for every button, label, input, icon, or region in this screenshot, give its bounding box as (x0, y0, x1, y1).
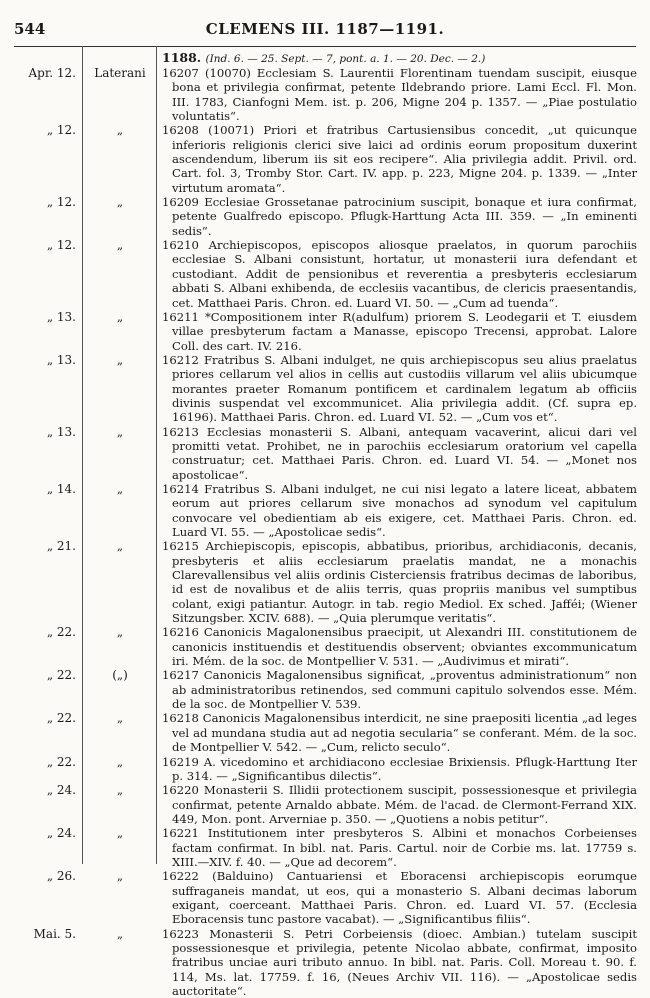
entry-date (14, 869, 76, 883)
entry-place: „ (116, 625, 124, 640)
entry-date (14, 482, 76, 496)
entry-row (14, 755, 639, 784)
entry-text: 16213 Ecclesias monasterii S. Albani, antequam vacaverint, alicui dari vel promitti vetat. Prohibet, ne in parochiis ecclesiarum oratorium vel capella construatur; cet. Matthaei Paris. Chron. ed. Luard VI. 54. — „Monet nos apostolicae“. (162, 424, 637, 482)
entry-date (14, 66, 76, 80)
indiction-label: (Ind. 6. — 25. Sept. — 7, pont. a. 1. — 20. Dec. — 2.) (205, 53, 486, 65)
entry-row (14, 625, 639, 668)
entry-day: 5. (64, 926, 76, 941)
entry-day: 26. (56, 869, 76, 884)
entry-place: „ (116, 352, 124, 367)
entry-month: „ (46, 869, 54, 884)
entry-row (14, 195, 639, 238)
entry-row (14, 123, 639, 195)
entry-text: 16210 Archiepiscopos, episcopos aliosque praelatos, in quorum parochiis ecclesiae S. Albani consistunt, hortatur, ut monasterii iura defendant et custodiant. Addit de pensionibus et reverentia a presbyteris ecclesiarum abbati S. Albani exhibenda, de ecclesiis vacantibus, de clericis praesentandis, cet. Matthaei Paris. Chron. ed. Luard VI. 50. — „Cum ad tuenda“. (162, 238, 637, 310)
entry-place: „ (116, 783, 124, 798)
entry-date (14, 783, 76, 797)
page-number: 544 (14, 20, 46, 38)
header-rule (14, 46, 636, 47)
entry-date (14, 668, 76, 682)
entry-month: „ (46, 754, 54, 769)
entry-day: 22. (56, 711, 76, 726)
entry-date (14, 539, 76, 553)
entry-day: 14. (56, 481, 76, 496)
page-header (14, 20, 636, 42)
entry-day: 24. (56, 783, 76, 798)
entry-text: 16207 (10070) Ecclesiam S. Laurentii Florentinam tuendam suscipit, eiusque bona et privilegia confirmat, petente Ildebrando priore. Lami Eccl. Fl. Mon. III. 1783, Cianfogni Mem. ist. p. 206, Migne 204 p. 1357. — „Piae postulatio voluntatis“. (162, 66, 637, 124)
year-heading-row (14, 49, 639, 66)
entry-day: 13. (56, 352, 76, 367)
entry-row (14, 711, 639, 754)
entry-month: „ (46, 711, 54, 726)
entry-month: „ (46, 352, 54, 367)
entry-row (14, 425, 639, 482)
entry-place: „ (116, 926, 124, 941)
entry-month: „ (46, 309, 54, 324)
entry-month: „ (46, 539, 54, 554)
entry-place: („) (112, 668, 128, 683)
entry-date (14, 238, 76, 252)
entry-text: 16212 Fratribus S. Albani indulget, ne quis archiepiscopus seu alius praelatus priores cellarum vel alios in cellis aut custodiis villarum vel aliis ubicumque morantes praeter Romanum pontificem et cardinalem legatum ab officiis divinis suspendat vel excommunicet. Alia privilegia addit. (Cf. supra ep. 16196). Matthaei Paris. Chron. ed. Luard VI. 52. — „Cum vos et“. (162, 352, 637, 425)
entry-day: 22. (56, 668, 76, 683)
entry-month: „ (46, 783, 54, 798)
entry-row (14, 668, 639, 711)
entry-date (14, 310, 76, 324)
entry-text: 16214 Fratribus S. Albani indulget, ne cui nisi legato a latere liceat, abbatem eorum aut priores cellarum sive monachos ad synodum vel capitulum convocare vel obedientiam ab eis exigere, cet. Matthaei Paris. Chron. ed. Luard VI. 55. — „Apostolicae sedis“. (162, 481, 637, 539)
entry-place: „ (116, 123, 124, 138)
entry-place: „ (116, 711, 124, 726)
entry-text: 16215 Archiepiscopis, episcopis, abbatibus, prioribus, archidiaconis, decanis, presbyteris et aliis ecclesiarum praelatis mandat, ne a monachis Clarevallensibus vel aliis ordinis Cisterciensis fratribus decimas de laboribus, id est de novalibus et de aliis terris, quas propriis manibus vel sumptibus colant, exigi patiantur. Autogr. in tab. regio Mediol. Ex sched. Jafféi; (Wiener Sitzungsber. XCIV. 688). — „Quia plerumque veritatis“. (162, 539, 637, 626)
entry-row (14, 927, 639, 998)
entry-place: „ (116, 481, 124, 496)
entry-date (14, 755, 76, 769)
entry-text: 16217 Canonicis Magalonensibus significat, „proventus administrationum“ non ab administratoribus retinendos, sed communi capitulo solvendos esse. Mém. de la soc. de Montpellier V. 539. (162, 668, 637, 712)
entry-month: „ (46, 238, 54, 253)
entry-day: 22. (56, 625, 76, 640)
year-label: 1188. (162, 50, 202, 65)
entry-date (14, 625, 76, 639)
entry-place: „ (116, 309, 124, 324)
entry-row (14, 826, 639, 869)
entry-place: „ (116, 238, 124, 253)
entry-day: 13. (56, 424, 76, 439)
entry-month: „ (46, 668, 54, 683)
entry-day: 21. (56, 539, 76, 554)
entry-place: „ (116, 539, 124, 554)
entry-day: 13. (56, 309, 76, 324)
regesta-entries (14, 49, 639, 998)
entry-place: „ (116, 826, 124, 841)
entry-month: „ (46, 625, 54, 640)
year-heading (162, 50, 485, 67)
entry-text: 16209 Ecclesiae Grossetanae patrocinium suscipit, bonaque et iura confirmat, petente Gualfredo episcopo. Pflugk-Harttung Acta III. 359. — „In eminenti sedis“. (162, 195, 637, 238)
entry-day: 22. (56, 754, 76, 769)
entry-place: Laterani (94, 66, 146, 80)
entry-month: „ (46, 123, 54, 138)
entry-text: 16223 Monasterii S. Petri Corbeiensis (dioec. Ambian.) tutelam suscipit possessionesque et privilegia, petente Nicolao abbate, confirmat, imposito fratribus unciae auri tributo annuo. In bibl. nat. Paris. Coll. Moreau t. 90. f. 114, Ms. lat. 17759. f. 16, (Neues Archiv VII. 116). — „Apostolicae sedis auctoritate“. (162, 926, 637, 998)
entry-row (14, 482, 639, 539)
entry-text: 16221 Institutionem inter presbyteros S. Albini et monachos Corbeienses factam confirmat. In bibl. nat. Paris. Cartul. noir de Corbie ms. lat. 17759 s. XIII.—XIV. f. 40. — „Que ad decorem“. (162, 826, 637, 869)
entry-date (14, 826, 76, 840)
entry-place: „ (116, 195, 124, 210)
entry-text: 16216 Canonicis Magalonensibus praecipit, ut Alexandri III. constitutionem de canonicis instituendis et destituendis observent; obviantes excommunicatum iri. Mém. de la soc. de Montpellier V. 531. — „Audivimus et mirati“. (162, 625, 637, 669)
entry-month: „ (46, 424, 54, 439)
entry-text: 16208 (10071) Priori et fratribus Cartusiensibus concedit, „ut quicunque inferioris religionis clerici sive laici ad ordinis eorum propositum duxerint ascendendum, liberum iis sit eos recipere“. Alia privilegia addit. Privil. ord. Cart. fol. 3, Tromby Stor. Cart. IV. app. p. 223, Migne 204. p. 1339. — „Inter virtutum aromata“. (162, 123, 637, 195)
entry-text: 16218 Canonicis Magalonensibus interdicit, ne sine praepositi licentia „ad leges vel ad mundana studia aut ad negotia secularia“ se conferant. Mém. de la soc. de Montpellier V. 542. — „Cum, relicto seculo“. (162, 711, 637, 755)
entry-day: 12. (56, 66, 76, 80)
running-title: CLEMENS III. 1187—1191. (205, 20, 445, 38)
entry-date (14, 425, 76, 439)
entry-month: Mai. (33, 926, 61, 941)
entry-date (14, 123, 76, 137)
entry-place: „ (116, 869, 124, 884)
entry-row (14, 539, 639, 625)
entry-text: 16222 (Balduino) Cantuariensi et Eboracensi archiepiscopis eorumque suffraganeis mandat, ut eos, qui a monasterio S. Albani decimas laborum exigant, coerceant. Matthaei Paris. Chron. ed. Luard VI. 57. (Ecclesia Eboracensis tunc pastore vacabat). — „Significantibus filiis“. (162, 869, 637, 927)
entry-row (14, 310, 639, 353)
entry-text: 16211 *Compositionem inter R(adulfum) priorem S. Leodegarii et T. eiusdem villae presbyterum factam a Manasse, episcopo Trecensi, approbat. Lalore Coll. des cart. IV. 216. (162, 309, 637, 353)
entry-month: „ (46, 826, 54, 841)
entry-text: 16219 A. vicedomino et archidiacono ecclesiae Brixiensis. Pflugk-Harttung Iter p. 314. — „Significantibus dilectis“. (162, 754, 637, 783)
entry-day: 12. (56, 123, 76, 138)
entry-row (14, 66, 639, 123)
entry-month: „ (46, 195, 54, 210)
entry-list (14, 66, 639, 998)
entry-row (14, 353, 639, 425)
entry-month: „ (46, 481, 54, 496)
entry-day: 12. (56, 238, 76, 253)
entry-place: „ (116, 754, 124, 769)
entry-date (14, 711, 76, 725)
entry-day: 24. (56, 826, 76, 841)
entry-day: 12. (56, 195, 76, 210)
entry-date (14, 927, 76, 941)
entry-date (14, 353, 76, 367)
entry-place: „ (116, 424, 124, 439)
entry-row (14, 238, 639, 310)
entry-date (14, 195, 76, 209)
entry-month: Apr. (28, 66, 54, 80)
entry-row (14, 783, 639, 826)
entry-text: 16220 Monasterii S. Illidii protectionem suscipit, possessionesque et privilegia confirmat, petente Arnaldo abbate. Mém. de l'acad. de Clermont-Ferrand XIX. 449, Mon. pont. Arverniae p. 350. — „Quotiens a nobis petitur“. (162, 783, 637, 826)
